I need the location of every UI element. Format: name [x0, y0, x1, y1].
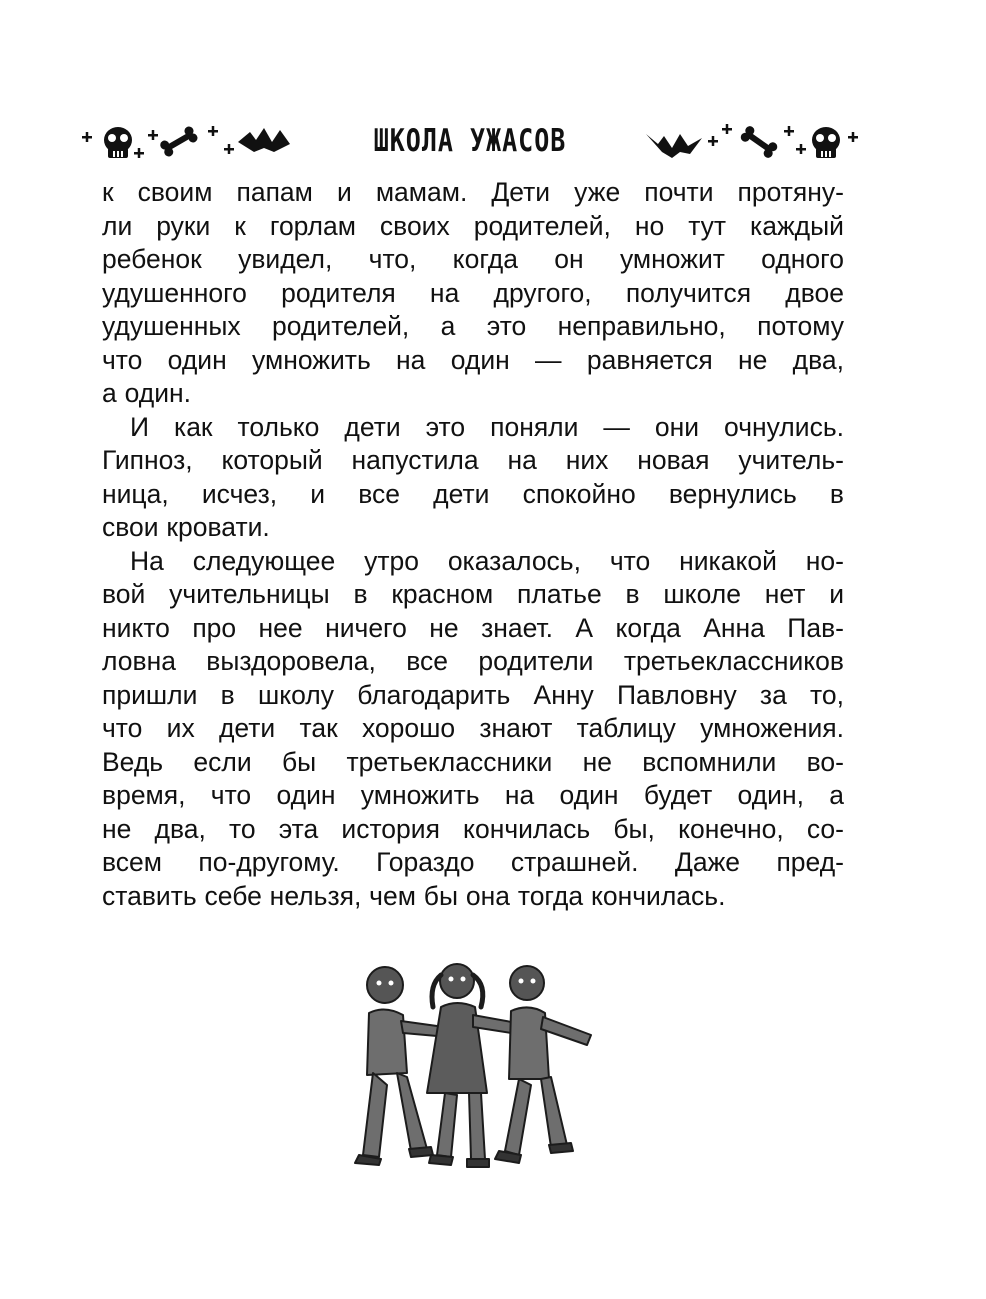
text-line: никто про нее ничего не знает. А когда Анна Пав-: [102, 612, 844, 643]
text-line: пришли в школу благодарить Анну Павловну за то,: [102, 679, 844, 710]
text-line: удушенных родителей, а это неправильно, потому: [102, 311, 844, 341]
text-line: не два, то эта история кончилась бы, конечно, со-: [102, 813, 844, 844]
text-line: И как только дети это поняли — они очнулись.: [130, 411, 844, 442]
story-text: [102, 176, 844, 913]
text-line: ловна выздоровела, все родители третьеклассников: [102, 646, 844, 676]
running-header-title: ШКОЛА УЖАСОВ: [373, 122, 567, 159]
paragraph: [102, 176, 844, 411]
bat-bone-skull-ornament-icon: [624, 118, 862, 172]
text-line: а один.: [102, 378, 192, 408]
text-line: что их дети так хорошо знают таблицу умножения.: [102, 713, 844, 743]
text-line: На следующее утро оказалось, что никакой но-: [130, 545, 844, 576]
paragraph: [102, 545, 844, 914]
paragraph: [102, 411, 844, 545]
text-line: вой учительницы в красном платье в школе нет и: [102, 579, 844, 609]
text-line: всем по-другому. Гораздо страшней. Даже пред-: [102, 847, 844, 877]
text-line: свои кровати.: [102, 512, 270, 542]
text-line: Ведь если бы третьеклассники не вспомнили во-: [102, 746, 844, 777]
text-line: к своим папам и мамам. Дети уже почти протяну-: [102, 177, 844, 207]
text-line: ставить себе нельзя, чем бы она тогда кончилась.: [102, 880, 726, 911]
text-line: Гипноз, который напустила на них новая учитель-: [102, 445, 844, 475]
text-line: время, что один умножить на один будет один, а: [102, 780, 844, 810]
text-line: ребенок увидел, что, когда он умножит одного: [102, 244, 844, 274]
running-header: [78, 118, 862, 172]
text-line: ница, исчез, и все дети спокойно вернулись в: [102, 478, 844, 509]
text-line: что один умножить на один — равняется не два,: [102, 344, 844, 375]
three-hypnotized-children-illustration: [345, 955, 605, 1185]
text-line: удушенного родителя на другого, получится двое: [102, 277, 844, 308]
text-line: ли руки к горлам своих родителей, но тут каждый: [102, 210, 844, 241]
